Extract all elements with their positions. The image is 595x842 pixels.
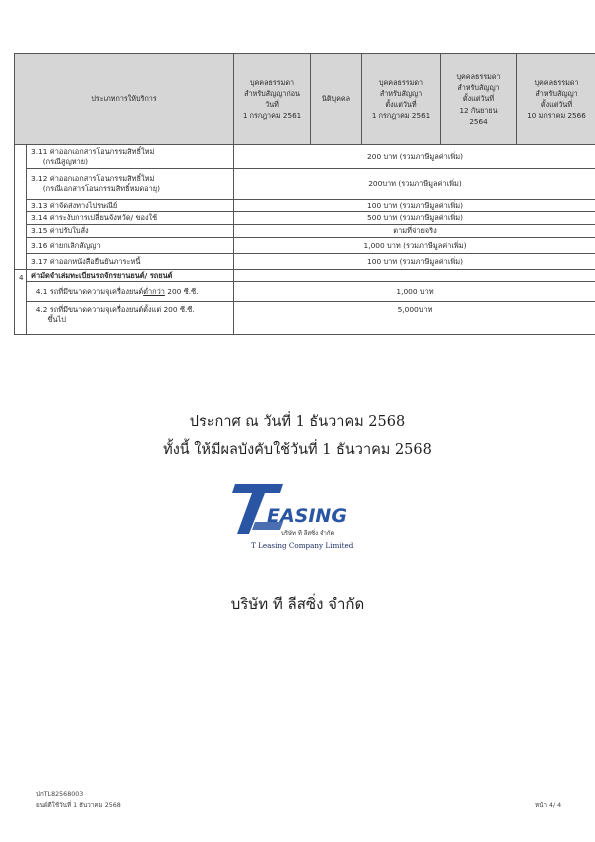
- announcement-date: ประกาศ ณ วันที่ 1 ธันวาคม 2568: [189, 414, 406, 430]
- company-name: บริษัท ที ลีสซิ่ง จำกัด: [230, 595, 365, 613]
- header-col-individual-from-2561: บุคคลธรรมดา สำหรับสัญญา ตั้งแต่วันที่ 1 กรกฎาคม 2561: [362, 54, 441, 145]
- row-price: 5,000บาท: [234, 302, 595, 335]
- section4-title: ค่ามัดจำเล่มทะเบียนรถจักรยานยนต์/ รถยนต์: [27, 270, 234, 282]
- header-service: ประเภทการให้บริการ: [15, 54, 234, 145]
- table-row: [15, 282, 595, 302]
- table-row: [15, 200, 595, 212]
- header-col-individual-before-2561: บุคคลธรรมดา สำหรับสัญญาก่อน วันที่ 1 กรกฎาคม 2561: [234, 54, 311, 145]
- table-header-row: [15, 54, 595, 145]
- row-item-label: 3.11 ค่าออกเอกสารโอนกรรมสิทธิ์ใหม่ (กรณีสูญหาย): [27, 145, 234, 169]
- logo-thai-name: บริษัท ที ลีสซิ่ง จำกัด: [281, 530, 335, 537]
- page-number: หน้า 4/ 4: [535, 802, 562, 809]
- row-price: 200 บาท (รวมภาษีมูลค่าเพิ่ม): [234, 145, 595, 169]
- table-row: [15, 225, 595, 238]
- row-price: 100 บาท (รวมภาษีมูลค่าเพิ่ม): [234, 200, 595, 212]
- effective-note: ยนผ์ตีใช้วันที่ 1 ธันวาคม 2568: [36, 802, 121, 809]
- row-item-label: 3.15 ค่าปรับใบสั่ง: [27, 225, 234, 238]
- table-row: [15, 238, 595, 254]
- table-row: [15, 254, 595, 270]
- row-price: 200บาท (รวมภาษีมูลค่าเพิ่ม): [234, 169, 595, 200]
- effective-date: ทั้งนี้ ให้มีผลบังคับใช้วันที่ 1 ธันวาคม 2568: [163, 442, 432, 458]
- row-item-label: 3.16 ค่ายกเลิกสัญญา: [27, 238, 234, 254]
- table-row: [15, 212, 595, 225]
- section-number: 4: [15, 270, 27, 335]
- row-item-label: 3.12 ค่าออกเอกสารโอนกรรมสิทธิ์ใหม่ (กรณีเอกสารโอนกรรมสิทธิ์หมดอายุ): [27, 169, 234, 200]
- header-col-juristic: นิติบุคคล: [311, 54, 362, 145]
- header-col-individual-from-2566: บุคคลธรรมดา สำหรับสัญญา ตั้งแต่วันที่ 10 มกราคม 2566: [517, 54, 595, 145]
- row-price: 1,000 บาท: [234, 282, 595, 302]
- row-price: 1,000 บาท (รวมภาษีมูลค่าเพิ่ม): [234, 238, 595, 254]
- row-item-label: 3.17 ค่าออกหนังสือยืนยันภาระหนี้: [27, 254, 234, 270]
- row-item-label: 4.1 รถที่มีขนาดความจุเครื่องยนต์ต่ำกว่า 200 ซี.ซี.: [27, 282, 234, 302]
- row-price: ตามที่จ่ายจริง: [234, 225, 595, 238]
- row-item-label: 4.2 รถที่มีขนาดความจุเครื่องยนต์ตั้งแต่ 200 ซี.ซี. ขึ้นไป: [27, 302, 234, 335]
- row-item-label: 3.13 ค่าจัดส่งทางไปรษณีย์: [27, 200, 234, 212]
- header-col-individual-from-2564: บุคคลธรรมดา สำหรับสัญญา ตั้งแต่วันที่ 12 กันยายน 2564: [441, 54, 517, 145]
- table-row: [15, 169, 595, 200]
- row-price: 100 บาท (รวมภาษีมูลค่าเพิ่ม): [234, 254, 595, 270]
- section4-title-row: [15, 270, 595, 282]
- row-item-label: 3.14 ค่าระงับการเปลี่ยนจังหวัด/ ของใช้: [27, 212, 234, 225]
- document-code: ปกTL82568003: [36, 791, 84, 798]
- table-row: [15, 302, 595, 335]
- row-price: 500 บาท (รวมภาษีมูลค่าเพิ่ม): [234, 212, 595, 225]
- fee-table: [14, 53, 595, 335]
- logo-word: EASING: [267, 505, 347, 527]
- t-leasing-logo: [225, 482, 365, 554]
- table-row: [15, 145, 595, 169]
- logo-english-name: T Leasing Company Limited: [251, 541, 354, 550]
